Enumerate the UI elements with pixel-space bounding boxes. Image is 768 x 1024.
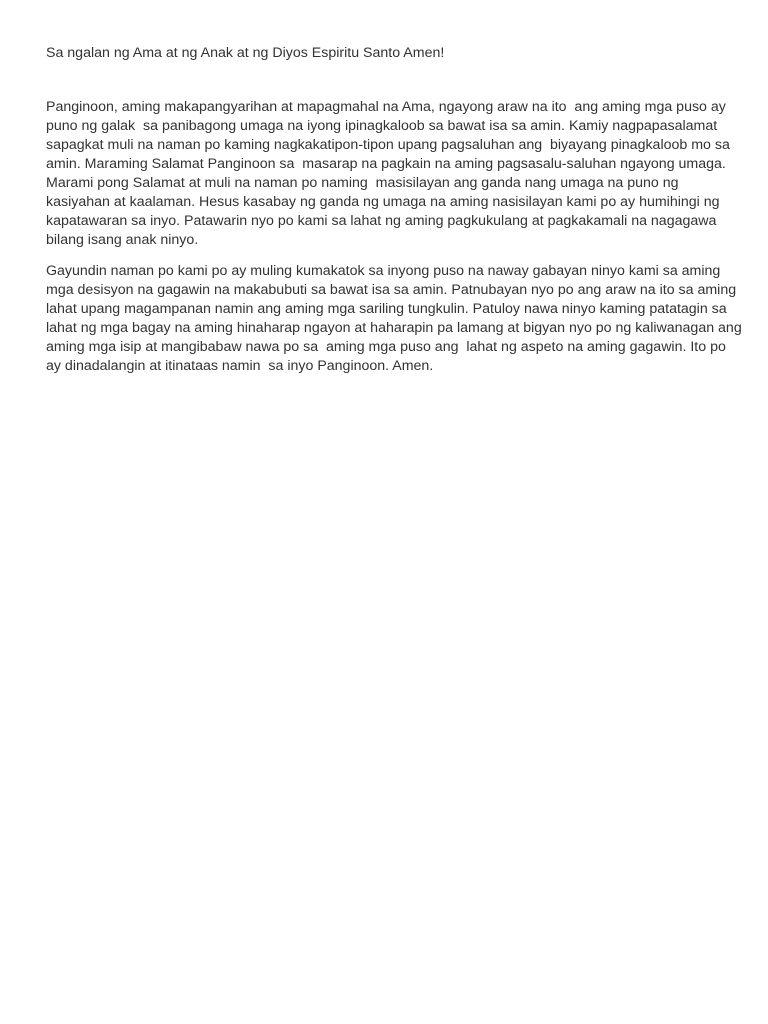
prayer-paragraph-2: [46, 262, 742, 376]
paragraph-line: bilang isang anak ninyo.: [46, 232, 199, 248]
paragraph-line: puno ng galak sa panibagong umaga na iyong ipinagkaloob sa bawat isa sa amin. Kamiy nagpapasalamat: [46, 118, 718, 134]
paragraph-line: kasiyahan at kaalaman. Hesus kasabay ng ganda ng umaga na aming nasisilayan kami po ay humihingi ng: [46, 194, 720, 210]
document-body: [46, 44, 742, 388]
paragraph-line: Gayundin naman po kami po ay muling kumakatok sa inyong puso na naway gabayan ninyo kami sa aming: [46, 263, 721, 279]
paragraph-line: lahat upang magampanan namin ang aming mga sariling tungkulin. Patuloy nawa ninyo kaming patatagin sa: [46, 301, 727, 317]
invocation-line: Sa ngalan ng Ama at ng Anak at ng Diyos Espiritu Santo Amen!: [46, 45, 445, 61]
paragraph-line: Panginoon, aming makapangyarihan at mapagmahal na Ama, ngayong araw na ito ang aming mga puso ay: [46, 99, 726, 115]
prayer-paragraph-1: [46, 98, 730, 250]
paragraph-line: mga desisyon na gagawin na makabubuti sa bawat isa sa amin. Patnubayan nyo po ang araw na ito sa aming: [46, 282, 737, 298]
paragraph-line: aming mga isip at mangibabaw nawa po sa aming mga puso ang lahat ng aspeto na aming gagawin. Ito po: [46, 339, 726, 355]
paragraph-line: kapatawaran sa inyo. Patawarin nyo po kami sa lahat ng aming pagkukulang at pagkakamali na nagagawa: [46, 213, 717, 229]
paragraph-line: amin. Maraming Salamat Panginoon sa masarap na pagkain na aming pagsasalu-saluhan ngayong umaga.: [46, 156, 726, 172]
paragraph-line: Marami pong Salamat at muli na naman po naming masisilayan ang ganda nang umaga na puno ng: [46, 175, 679, 191]
paragraph-line: sapagkat muli na naman po kaming nagkakatipon-tipon upang pagsaluhan ang biyayang pinagkaloob mo sa: [46, 137, 730, 153]
paragraph-line: ay dinadalangin at itinataas namin sa inyo Panginoon. Amen.: [46, 358, 434, 374]
paragraph-line: lahat ng mga bagay na aming hinaharap ngayon at haharapin pa lamang at bigyan nyo po ng kaliwanagan ang: [46, 320, 742, 336]
